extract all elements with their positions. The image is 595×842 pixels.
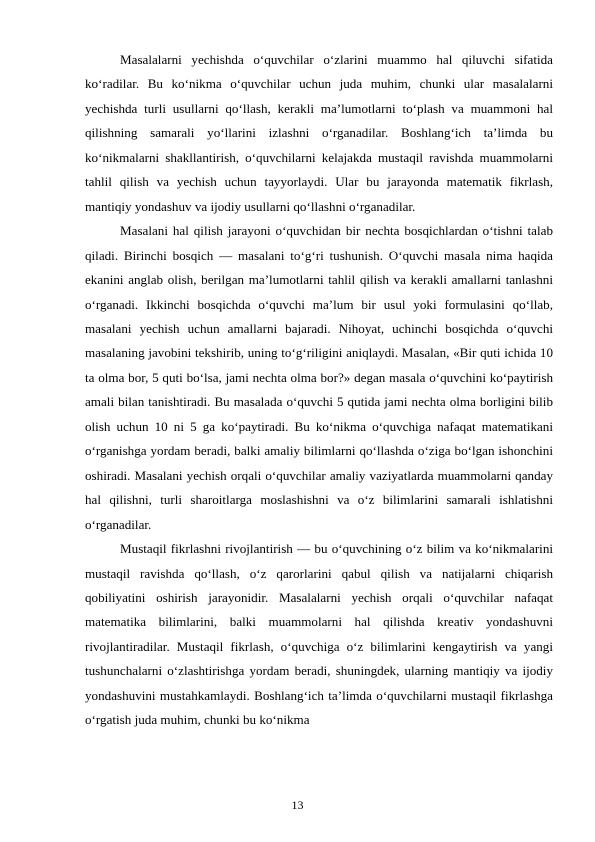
paragraph-3: Mustaqil fikrlashni rivojlantirish — bu o‘quvchining o‘z bilim va ko‘nikmalarini mustaqil ravishda qo‘llash, o‘z qarorlarini qabul qilish va natijalarni chiqarish qobiliyatini oshirish jarayonidir. Masalalarni yechish orqali o‘quvchilar nafaqat matematika bilimlarini, balki muammolarni hal qilishda kreativ yondashuvni rivojlantiradilar. Mustaqil fikrlash, o‘quvchiga o‘z bilimlarini kengaytirish va yangi tushunchalarni o‘zlashtirishga yordam beradi, shuningdek, ularning mantiqiy va ijodiy yondashuvini mustahkamlaydi. Boshlang‘ich ta’limda o‘quvchilarni mustaqil fikrlashga o‘rgatish juda muhim, chunki bu ko‘nikma: [85, 541, 553, 728]
paragraph-2: Masalani hal qilish jarayoni o‘quvchidan bir nechta bosqichlardan o‘tishni talab qiladi. Birinchi bosqich — masalani to‘g‘ri tushunish. O‘quvchi masala nima haqida ekanini anglab olish, berilgan ma’lumotlarni tahlil qilish va kerakli amallarni tanlashni o‘rganadi. Ikkinchi bosqichda o‘quvchi ma’lum bir usul yoki formulasini qo‘llab, masalani yechish uchun amallarni bajaradi. Nihoyat, uchinchi bosqichda o‘quvchi masalaning javobini tekshirib, uning to‘g‘riligini aniqlaydi. Masalan, «Bir quti ichida 10 ta olma bor, 5 quti bo‘lsa, jami nechta olma bor?» degan masala o‘quvchini ko‘paytirish amali bilan tanishtiradi. Bu masalada o‘quvchi 5 qutida jami nechta olma borligini bilib olish uchun 10 ni 5 ga ko‘paytiradi. Bu ko‘nikma o‘quvchiga nafaqat matematikani o‘rganishga yordam beradi, balki amaliy bilimlarni qo‘llashda o‘ziga bo‘lgan ishonchini oshiradi. Masalani yechish orqali o‘quvchilar amaliy vaziyatlarda muammolarni qanday hal qilishni, turli sharoitlarga moslashishni va o‘z bilimlarini samarali ishlatishni o‘rganadilar.: [85, 223, 553, 532]
page-number: 13: [291, 798, 304, 812]
document-body: [85, 48, 553, 733]
paragraph-1: Masalalarni yechishda o‘quvchilar o‘zlarini muammo hal qiluvchi sifatida ko‘radilar. Bu ko‘nikma o‘quvchilar uchun juda muhim, chunki ular masalalarni yechishda turli usullarni qo‘llash, kerakli ma’lumotlarni to‘plash va muammoni hal qilishning samarali yo‘llarini izlashni o‘rganadilar. Boshlang‘ich ta’limda bu ko‘nikmalarni shakllantirish, o‘quvchilarni kelajakda mustaqil ravishda muammolarni tahlil qilish va yechish uchun tayyorlaydi. Ular bu jarayonda matematik fikrlash, mantiqiy yondashuv va ijodiy usullarni qo‘llashni o‘rganadilar.: [85, 52, 553, 214]
